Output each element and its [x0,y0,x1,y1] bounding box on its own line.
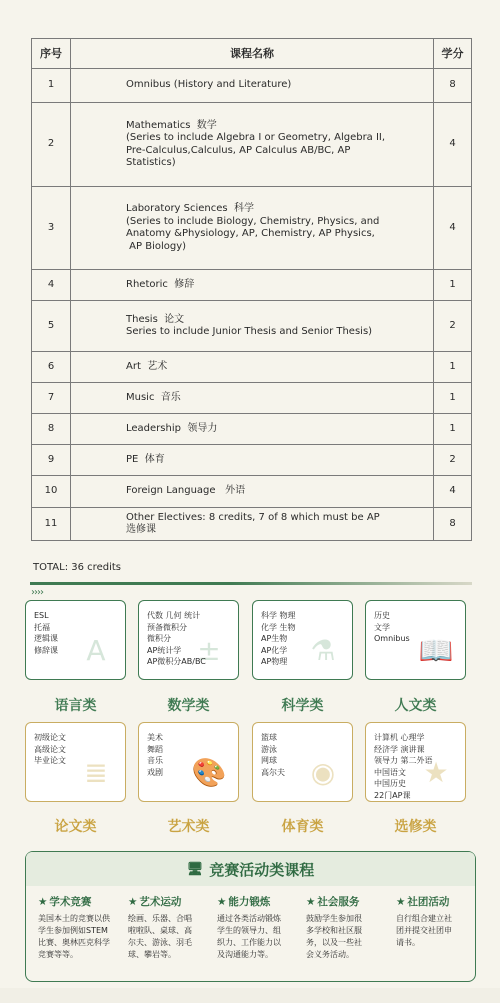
category-item: 篮球 [261,733,277,742]
category-item: 游泳 [261,744,277,754]
star-icon: ★ [306,896,316,908]
competition-column-title [396,894,480,909]
header-course-name: 课程名称 [71,39,434,69]
description-line: 学生参加例如STEM [38,926,108,935]
competition-description [306,913,390,961]
description-line: 竞赛等等。 [38,950,78,959]
category-label: 语言类 [54,698,97,714]
category-label: 数学类 [167,698,210,714]
description-line: 织力、工作能力以 [217,938,281,947]
description-line: 球、攀岩等。 [128,950,176,959]
competition-column [396,894,480,949]
course-name [71,383,434,414]
course-name-line: Pre-Calculus,Calculus, AP Calculus AB/BC, AP [126,144,351,156]
course-name [71,414,434,445]
category-card [252,722,353,802]
table-row [32,414,472,445]
table-row [32,69,472,103]
course-name [71,476,434,508]
category-items [261,732,285,778]
category-item: 修辞课 [34,645,58,655]
category-card [365,722,466,802]
table-row [32,445,472,476]
category-item: 戏剧 [147,767,163,777]
category-item: AP物理 [261,657,288,666]
category-label: 科学类 [281,698,324,714]
category-item: 初级论文 [34,733,66,742]
description-line: 会义务活动。 [306,950,354,959]
course-name-line: AP Biology) [126,240,187,252]
category-card [25,722,126,802]
table-row [32,383,472,414]
category-item: 舞蹈 [147,744,163,754]
category-label: 选修类 [394,819,437,835]
course-credits: 8 [434,69,472,103]
course-name-line: Foreign Language 外语 [126,485,246,497]
competition-title-text: 社团活动 [407,896,450,908]
course-name-line: Leadership 领导力 [126,422,218,434]
course-name-line: Laboratory Sciences 科学 [126,203,254,214]
course-name-line: (Series to include Algebra I or Geometry, Algebra II, [126,132,386,143]
course-credits: 4 [434,103,472,187]
category-item: 美术 [147,733,163,742]
row-number: 10 [32,476,71,508]
course-credits: 1 [434,270,472,301]
category-item: 中国历史 [374,779,406,788]
calculator-icon: ± [197,633,221,667]
category-item: 化学 生物 [261,622,296,632]
table-row [32,270,472,301]
category-item: 中国语文 [374,767,406,777]
row-number: 1 [32,69,71,103]
description-line: 及沟通能力等。 [217,950,273,959]
description-line: 比赛、奥林匹克科学 [38,938,110,947]
section-divider [30,582,472,585]
category-label: 体育类 [281,819,324,835]
category-item: 网球 [261,756,277,765]
category-item: 逻辑课 [34,634,58,643]
category-item: 领导力 第二外语 [374,756,433,765]
row-number: 11 [32,508,71,541]
star-icon: ★ [396,896,406,908]
course-name-line: Art 艺术 [126,360,168,372]
table-row [32,476,472,508]
category-items [374,610,410,645]
row-number: 4 [32,270,71,301]
course-table [31,38,472,541]
description-line: 通过各类活动锻炼 [217,914,281,923]
competition-title-text: 能力锻炼 [228,896,271,908]
description-line: 啦啦队、桌球、高 [128,926,192,935]
category-card [138,722,239,802]
description-line: 美国本土的竞赛以供 [38,914,110,923]
monitor-icon: 🖥 [186,861,204,877]
description-line: 学生的领导力、组 [217,926,281,935]
competition-description [128,913,212,961]
category-card [25,600,126,680]
course-name-line: Rhetoric 修辞 [126,278,195,290]
star-icon: ★ [128,896,138,908]
row-number: 5 [32,301,71,352]
competition-section [25,851,476,982]
category-item: 高尔夫 [261,767,285,777]
category-item: Omnibus [374,634,410,643]
table-row [32,508,472,541]
table-row [32,352,472,383]
category-label: 艺术类 [167,819,210,835]
category-item: 历史 [374,611,390,620]
total-credits: TOTAL: 36 credits [33,562,121,573]
competition-column-title [217,894,301,909]
course-name [71,508,434,541]
course-name [71,103,434,187]
competition-description [38,913,122,961]
category-items [147,610,206,668]
chevron-decoration: ›››› [31,587,43,598]
category-item: 文学 [374,622,390,632]
star-icon: ★ [217,896,227,908]
category-label: 论文类 [54,819,97,835]
category-item: 科学 物理 [261,611,296,620]
category-items [34,732,66,767]
category-item: AP微积分AB/BC [147,657,206,666]
row-number: 7 [32,383,71,414]
category-items [34,610,58,656]
star-icon: ★ [38,896,48,908]
category-label: 人文类 [394,698,437,714]
course-name [71,352,434,383]
competition-title-text: 社会服务 [317,896,360,908]
category-item: 计算机 心理学 [374,733,425,742]
description-line: 多学校和社区服 [306,926,362,935]
course-credits: 4 [434,187,472,270]
competition-column [38,894,122,961]
course-name [71,187,434,270]
course-name [71,69,434,103]
description-line: 尔夫、游泳、羽毛 [128,938,192,947]
course-credits: 2 [434,301,472,352]
description-line: 鼓励学生参加很 [306,914,362,923]
course-credits: 1 [434,414,472,445]
description-line: 团并提交社团申 [396,926,452,935]
category-item: 代数 几何 统计 [147,611,201,620]
category-item: 微积分 [147,634,171,643]
category-items [261,610,296,668]
competition-title-text: 艺术运动 [139,896,182,908]
category-item: 毕业论文 [34,756,66,765]
category-card [138,600,239,680]
course-credits: 8 [434,508,472,541]
course-name-line: Music 音乐 [126,391,181,403]
course-name-line: Statistics) [126,157,176,168]
course-credits: 1 [434,352,472,383]
course-name-line: Thesis 论文 [126,313,185,325]
category-item: AP化学 [261,645,288,655]
star-badge-icon: ★ [423,755,449,789]
table-row [32,103,472,187]
palette-icon: 🎨 [191,755,227,789]
category-item: 经济学 演讲课 [374,744,425,754]
course-name-line: Other Electives: 8 credits, 7 of 8 which must be AP [126,511,380,523]
competition-column-title [38,894,122,909]
category-items [147,732,163,778]
course-name-line: Series to include Junior Thesis and Senior Thesis) [126,326,373,337]
category-card [365,600,466,680]
competition-title: 竞赛活动类课程 [209,860,315,879]
row-number: 6 [32,352,71,383]
course-name-line: (Series to include Biology, Chemistry, Physics, and [126,215,380,227]
course-name [71,270,434,301]
table-row [32,187,472,270]
course-name [71,301,434,352]
category-item: 音乐 [147,756,163,765]
category-item: AP统计学 [147,645,182,655]
course-name-line: Omnibus (History and Literature) [126,79,292,91]
document-icon: ≣ [84,755,108,789]
table-row [32,301,472,352]
course-name [71,445,434,476]
category-item: 托福 [34,622,50,632]
category-item: ESL [34,611,49,620]
course-name-line: Mathematics 数学 [126,119,217,131]
basketball-icon: ◉ [310,755,336,789]
book-icon: 📖 [418,633,454,667]
competition-header [26,852,475,886]
description-line: 务，以及一些社 [306,938,362,947]
competition-column [306,894,390,961]
category-card [252,600,353,680]
category-item: 22门AP课 [374,790,411,800]
row-number: 3 [32,187,71,270]
course-name-line: Anatomy &Physiology, AP, Chemistry, AP Physics, [126,228,375,239]
header-credits: 学分 [434,39,472,69]
row-number: 9 [32,445,71,476]
footer-strip [0,988,500,1003]
category-item: 预备微积分 [147,622,187,632]
row-number: 2 [32,103,71,187]
course-credits: 4 [434,476,472,508]
course-credits: 1 [434,383,472,414]
course-credits: 2 [434,445,472,476]
row-number: 8 [32,414,71,445]
competition-column-title [306,894,390,909]
description-line: 绘画、乐器、合唱 [128,914,192,923]
competition-column-title [128,894,212,909]
header-number: 序号 [32,39,71,69]
course-name-line: 选修课 [126,524,156,535]
category-item: 高级论文 [34,744,66,754]
letter-a-icon: A [86,633,106,667]
flask-icon: ⚗ [310,633,336,667]
description-line: 请书。 [396,938,420,947]
table-header-row [32,39,472,69]
description-line: 自行组合建立社 [396,914,452,923]
competition-column [217,894,301,961]
competition-column [128,894,212,961]
category-item: AP生物 [261,634,288,643]
competition-title-text: 学术竞赛 [49,896,92,908]
category-items [374,732,433,801]
competition-description [396,913,480,949]
competition-description [217,913,301,961]
course-name-line: PE 体育 [126,453,165,465]
